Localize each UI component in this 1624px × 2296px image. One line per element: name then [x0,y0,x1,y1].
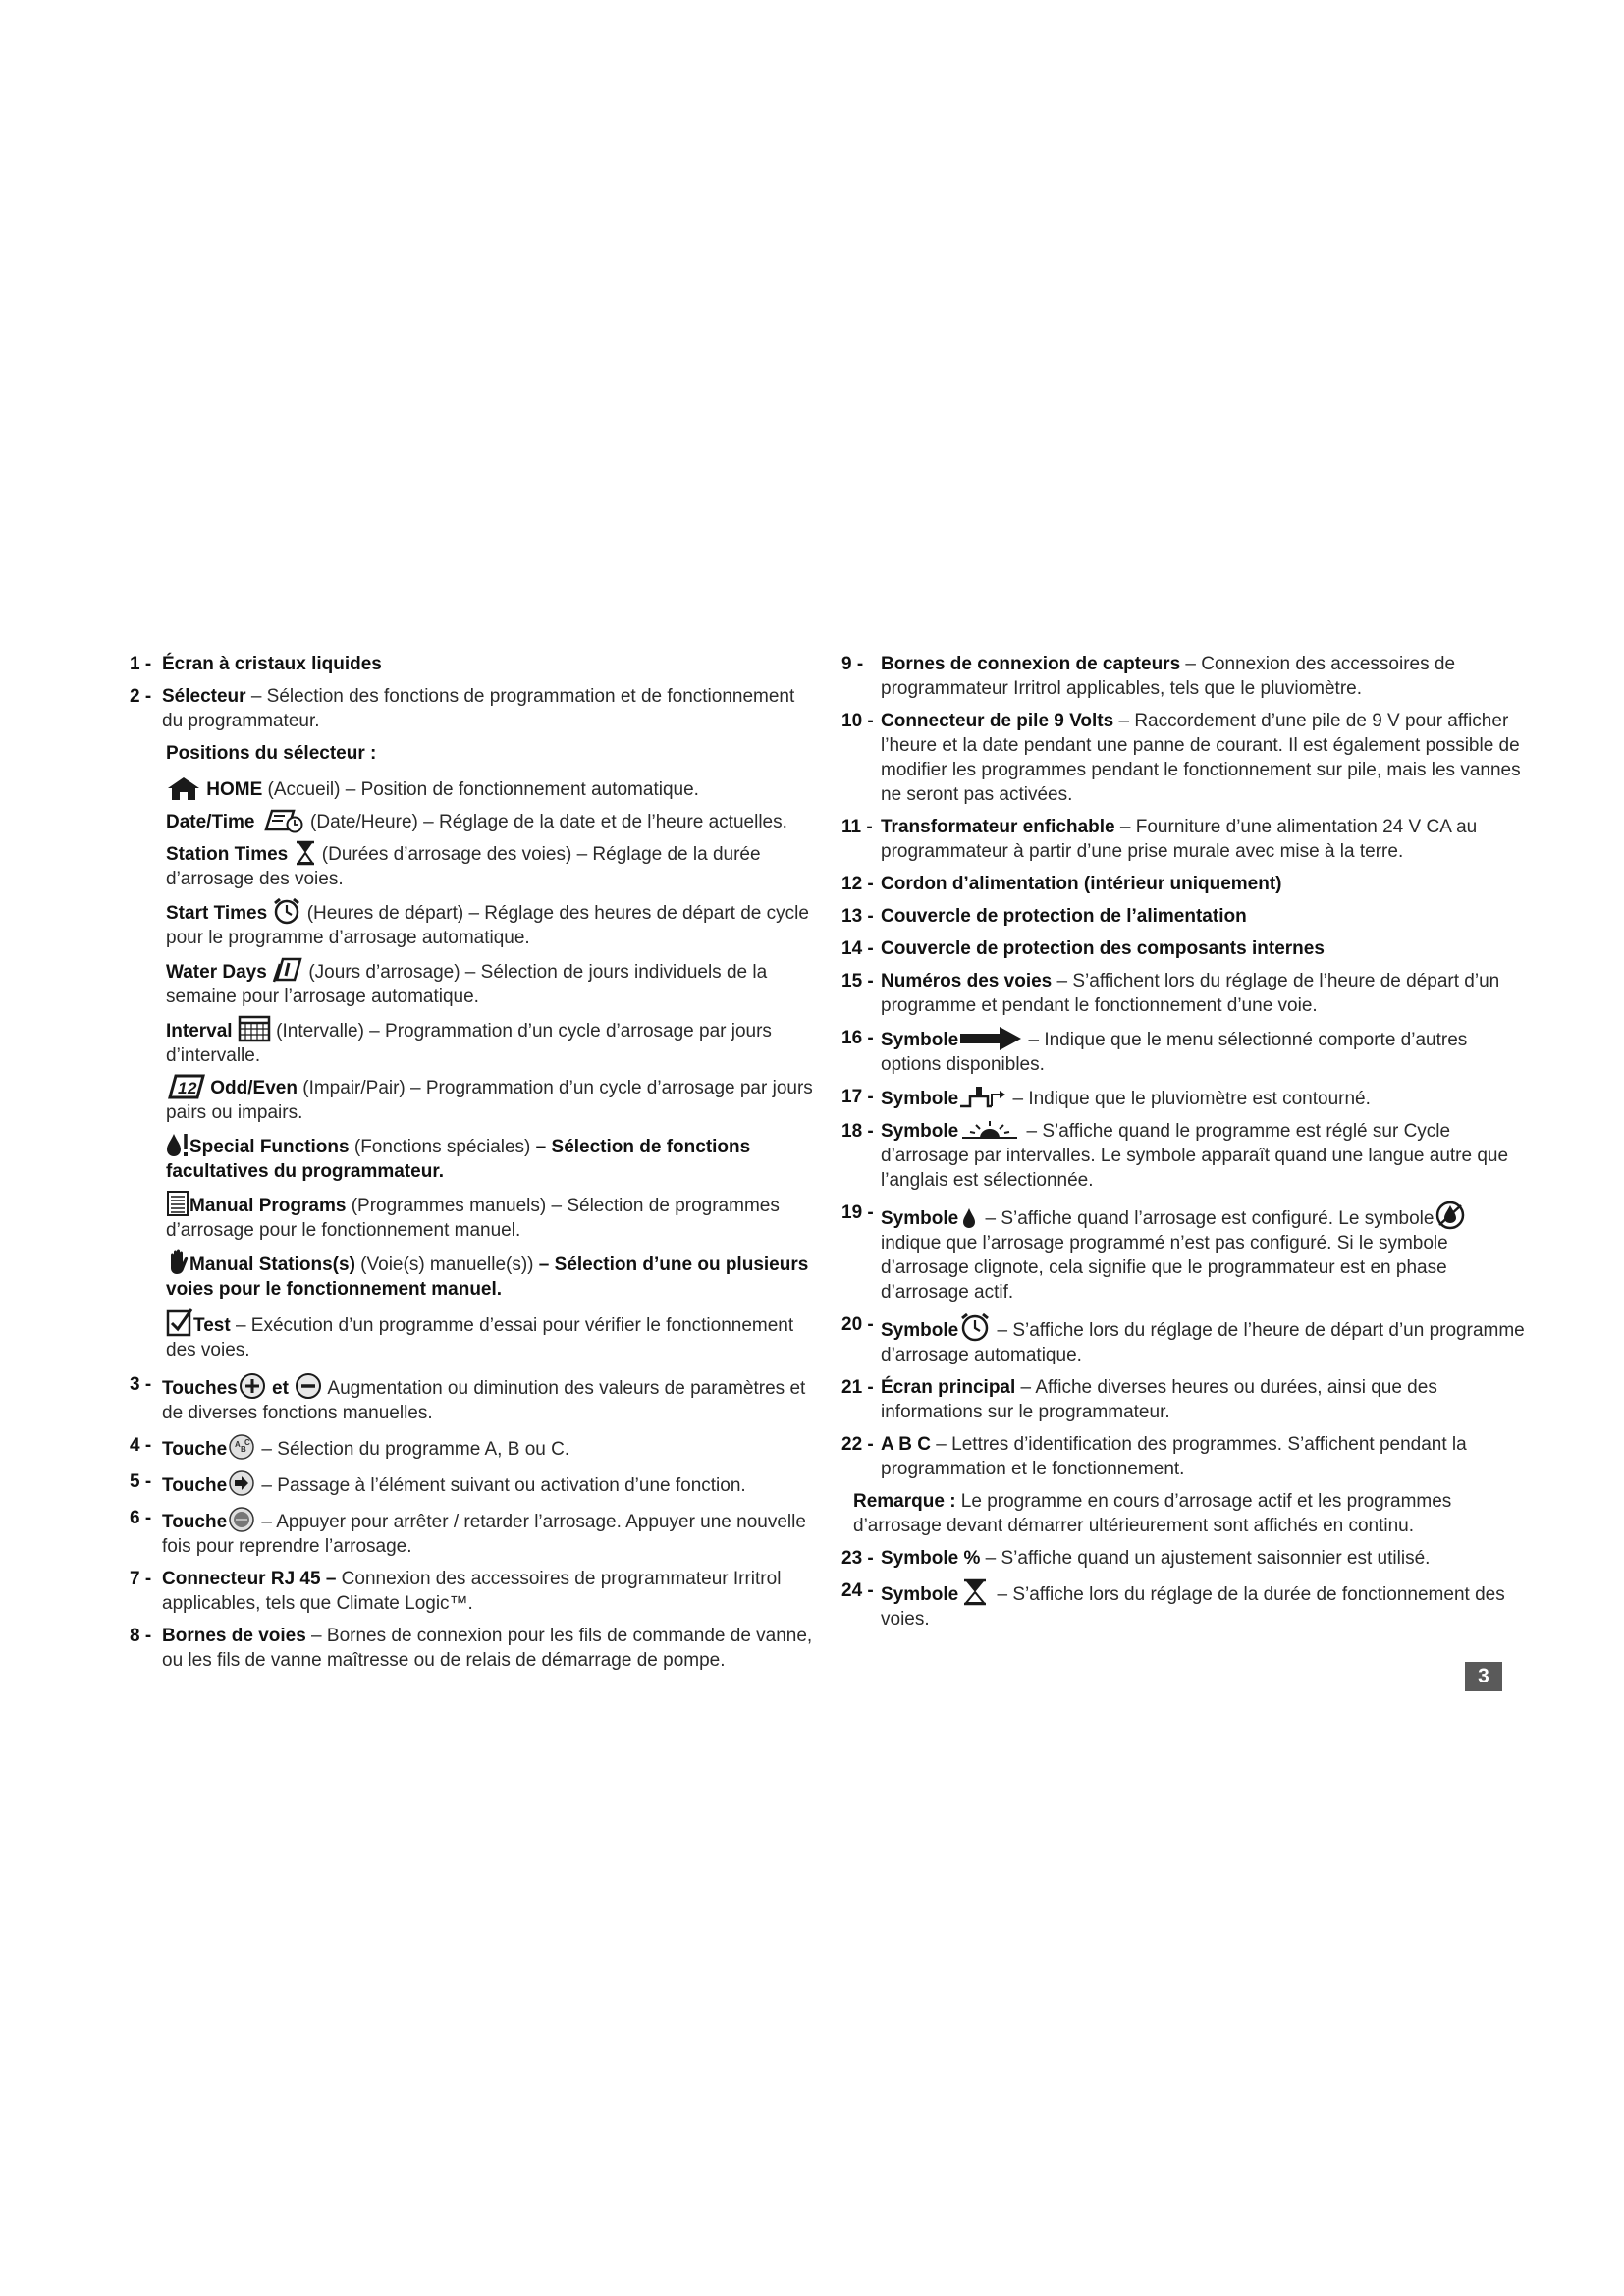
item-number: 2 - [130,686,152,707]
item-6 [130,1506,817,1559]
item-title: Connecteur de pile 9 Volts [881,711,1114,731]
position-desc: – Exécution d’un programme d’essai pour vérifier le fonctionnement des voies. [166,1315,794,1361]
item-15 [841,969,1529,1018]
item-title: Bornes de voies [162,1626,306,1646]
item-desc: – S’affiche quand l’arrosage est configuré. Le symbole [980,1208,1435,1229]
position-desc: (Impair/Pair) – Programmation d’un cycle d’arrosage par jours pairs ou impairs. [166,1078,813,1123]
item-desc: – Appuyer pour arrêter / retarder l’arrosage. Appuyer une nouvelle fois pour reprendre l’arrosage. [162,1512,806,1557]
item-number: 6 - [130,1508,152,1528]
item-8 [130,1624,817,1673]
item-desc: Augmentation ou diminution des valeurs de paramètres et de diverses fonctions manuelles. [162,1378,806,1423]
item-desc: – Affiche diverses heures ou durées, ainsi que des informations sur le programmateur. [881,1377,1437,1422]
position-special-functions [130,1131,817,1184]
item-desc: – Passage à l’élément suivant ou activation d’une fonction. [256,1475,746,1496]
item-desc-cont: indique que l’arrosage programmé n’est pas configuré. Si le symbole d’arrosage clignote, cela signifie que le programmateur est en phase d’arrosage actif. [881,1233,1448,1303]
drop-circle-icon [1434,1201,1467,1230]
item-number: 23 - [841,1548,874,1569]
item-desc: – S’affiche quand un ajustement saisonnier est utilisé. [980,1548,1431,1569]
item-number: 19 - [841,1202,874,1223]
alarm-clock-icon [272,897,301,925]
position-test [130,1308,817,1362]
selector-positions-heading: Positions du sélecteur : [166,743,377,764]
position-odd-even [130,1074,817,1125]
item-desc: – Sélection des fonctions de programmation et de fonctionnement du programmateur. [162,686,795,731]
item-number: 11 - [841,817,873,837]
hand-icon [166,1249,189,1276]
rain-sensor-bypass-icon [958,1085,1007,1110]
item-desc: – Bornes de connexion pour les fils de commande de vanne, ou les fils de vanne maîtresse ou de relais de démarrage de pompe. [162,1626,813,1671]
hourglass-icon [958,1578,992,1606]
item-desc: – Indique que le menu sélectionné comporte d’autres options disponibles. [881,1030,1468,1075]
drop-exclamation-icon [166,1131,189,1158]
position-station-times [130,840,817,891]
position-title: Manual Programs [189,1196,347,1216]
item-desc: – S’affiche lors du réglage de l’heure de départ d’un programme d’arrosage automatique. [881,1320,1525,1365]
position-title: Station Times [166,844,289,865]
calendar-clock-icon [260,808,305,833]
item-desc: – Raccordement d’une pile de 9 V pour afficher l’heure et la date pendant une panne de courant. Il est également possible de modifier les programmes pendant le fonctionnement sur pile, mais les vannes ne seront pas activées. [881,711,1521,805]
position-title: Date/Time [166,812,255,832]
item-number: 5 - [130,1471,152,1492]
item-title: Transformateur enfichable [881,817,1115,837]
item-conj: et [266,1378,295,1399]
item-desc: – S’affichent lors du réglage de l’heure de départ d’un programme et pendant le fonctionnement d’une voie. [881,971,1500,1016]
next-arrow-button-icon [227,1469,256,1497]
note-text: Le programme en cours d’arrosage actif et les programmes d’arrosage devant démarrer ultérieurement sont affichés en continu. [853,1491,1452,1536]
item-5 [130,1469,817,1498]
item-18 [841,1119,1529,1193]
position-start-times [130,897,817,950]
item-3 [130,1372,817,1425]
svg-text:C: C [244,1438,250,1447]
alarm-clock-icon [958,1312,992,1342]
item-number: 8 - [130,1626,152,1646]
position-interval [130,1015,817,1068]
position-desc-cont: – Sélection d’une ou plusieurs voies pour le fonctionnement manuel. [166,1255,809,1300]
item-title: Touches [162,1378,238,1399]
svg-text:1: 1 [178,1079,188,1097]
document-list-icon [166,1190,189,1217]
item-23 [841,1546,1529,1571]
item-title: Couvercle de protection des composants internes [881,938,1325,959]
item-title: Touche [162,1512,228,1532]
calendar-page-icon [272,956,303,984]
item-22 [841,1432,1529,1481]
position-desc: (Voie(s) manuelle(s)) [354,1255,539,1275]
position-title: Manual Stations(s) [189,1255,355,1275]
plus-button-icon [238,1372,267,1400]
minus-button-icon [294,1372,323,1400]
item-number: 20 - [841,1314,874,1335]
item-title: Symbole [881,1089,959,1109]
left-column [130,652,817,1681]
item-number: 1 - [130,654,152,674]
item-2 [130,684,817,733]
position-title: Start Times [166,903,268,924]
item-number: 10 - [841,711,874,731]
position-home [130,775,817,802]
item-title: Sélecteur [162,686,246,707]
item-12 [841,872,1529,896]
item-number: 16 - [841,1028,874,1048]
item-4 [130,1433,817,1462]
item-title: Cordon d’alimentation (intérieur uniquement) [881,874,1282,894]
home-icon [166,775,201,801]
item-title: Touche [162,1439,228,1460]
position-title: Interval [166,1021,233,1041]
position-desc: (Durées d’arrosage des voies) – Réglage de la durée d’arrosage des voies. [166,844,761,889]
item-11 [841,815,1529,864]
item-7 [130,1567,817,1616]
item-title: Symbole [881,1584,959,1605]
position-desc: (Date/Heure) – Réglage de la date et de l’heure actuelles. [304,812,787,832]
note [841,1489,1529,1538]
item-20 [841,1312,1529,1367]
item-number: 14 - [841,938,874,959]
position-manual-stations [130,1249,817,1302]
item-desc: – Indique que le pluviomètre est contourné. [1007,1089,1371,1109]
position-title: HOME [206,779,263,800]
position-desc: (Intervalle) – Programmation d’un cycle d’arrosage par jours d’intervalle. [166,1021,772,1066]
item-14 [841,936,1529,961]
calendar-grid-icon [238,1015,271,1042]
position-title: Water Days [166,962,267,983]
item-number: 22 - [841,1434,874,1455]
position-title: Odd/Even [210,1078,298,1098]
item-desc: – Sélection du programme A, B ou C. [256,1439,570,1460]
item-desc: – S’affiche quand le programme est réglé sur Cycle d’arrosage par intervalles. Le symbole apparaît quand une langue autre que l’anglais est sélectionnée. [881,1121,1509,1191]
item-number: 9 - [841,654,864,674]
position-desc-cont: – Sélection de fonctions facultatives du programmateur. [166,1137,751,1182]
sunrise-icon [958,1119,1021,1143]
position-desc: (Programmes manuels) – Sélection de programmes d’arrosage pour le fonctionnement manuel. [166,1196,780,1241]
position-title: Test [193,1315,231,1336]
checkbox-icon [166,1308,193,1337]
item-desc: – Fourniture d’une alimentation 24 V CA au programmateur à partir d’une prise murale avec mise à la terre. [881,817,1478,862]
item-13 [841,904,1529,929]
item-title: Écran à cristaux liquides [162,654,382,674]
item-title: Touche [162,1475,228,1496]
item-17 [841,1085,1529,1111]
item-desc: – Connexion des accessoires de programmateur Irritrol applicables, tels que le pluviomètre. [881,654,1456,699]
item-title: Couvercle de protection de l’alimentation [881,906,1247,927]
svg-text:B: B [241,1445,246,1454]
item-21 [841,1375,1529,1424]
item-number: 3 - [130,1374,152,1395]
item-number: 15 - [841,971,874,991]
item-title: A B C [881,1434,932,1455]
item-title: Symbole [881,1320,959,1341]
program-select-button-icon [227,1433,256,1461]
page-number: 3 [1465,1662,1502,1691]
item-10 [841,709,1529,807]
position-water-days [130,956,817,1009]
position-desc: (Jours d’arrosage) – Sélection de jours individuels de la semaine pour l’arrosage automatique. [166,962,768,1007]
item-number: 21 - [841,1377,874,1398]
item-title: Connecteur RJ 45 [162,1569,321,1589]
item-title: Numéros des voies [881,971,1053,991]
item-number: 17 - [841,1087,874,1107]
position-desc: (Fonctions spéciales) [349,1137,536,1157]
item-16 [841,1026,1529,1077]
item-title: Symbole [881,1208,959,1229]
item-number: 4 - [130,1435,152,1456]
drop-icon [958,1206,980,1230]
item-desc: – S’affiche lors du réglage de la durée de fonctionnement des voies. [881,1584,1505,1629]
item-number: 18 - [841,1121,874,1142]
item-title: Symbole [881,1121,959,1142]
right-column [841,652,1529,1639]
item-desc: Connexion des accessoires de programmateur Irritrol applicables, tels que Climate Logic™. [162,1569,782,1614]
odd-even-icon [166,1074,205,1099]
item-number: 12 - [841,874,874,894]
on-off-button-icon [227,1506,256,1533]
svg-text:A: A [235,1440,241,1449]
item-number: 13 - [841,906,874,927]
item-dash: – [320,1569,342,1589]
position-title: Special Functions [189,1137,350,1157]
item-24 [841,1578,1529,1631]
position-manual-programs [130,1190,817,1243]
item-title: Écran principal [881,1377,1016,1398]
right-arrow-icon [958,1026,1023,1051]
item-title: Symbole [881,1030,959,1050]
item-desc: – Lettres d’identification des programmes. S’affichent pendant la programmation et le fonctionnement. [881,1434,1467,1479]
position-desc: (Heures de départ) – Réglage des heures de départ de cycle pour le programme d’arrosage automatique. [166,903,809,948]
item-title: Symbole % [881,1548,981,1569]
item-19 [841,1201,1529,1305]
item-title: Bornes de connexion de capteurs [881,654,1181,674]
svg-text:2: 2 [188,1079,197,1097]
item-number: 7 - [130,1569,152,1589]
item-number: 24 - [841,1580,874,1601]
note-label: Remarque : [853,1491,956,1512]
item-1 [130,652,817,676]
position-datetime [130,808,817,834]
position-desc: (Accueil) – Position de fonctionnement automatique. [262,779,699,800]
item-9 [841,652,1529,701]
hourglass-icon [294,840,317,866]
